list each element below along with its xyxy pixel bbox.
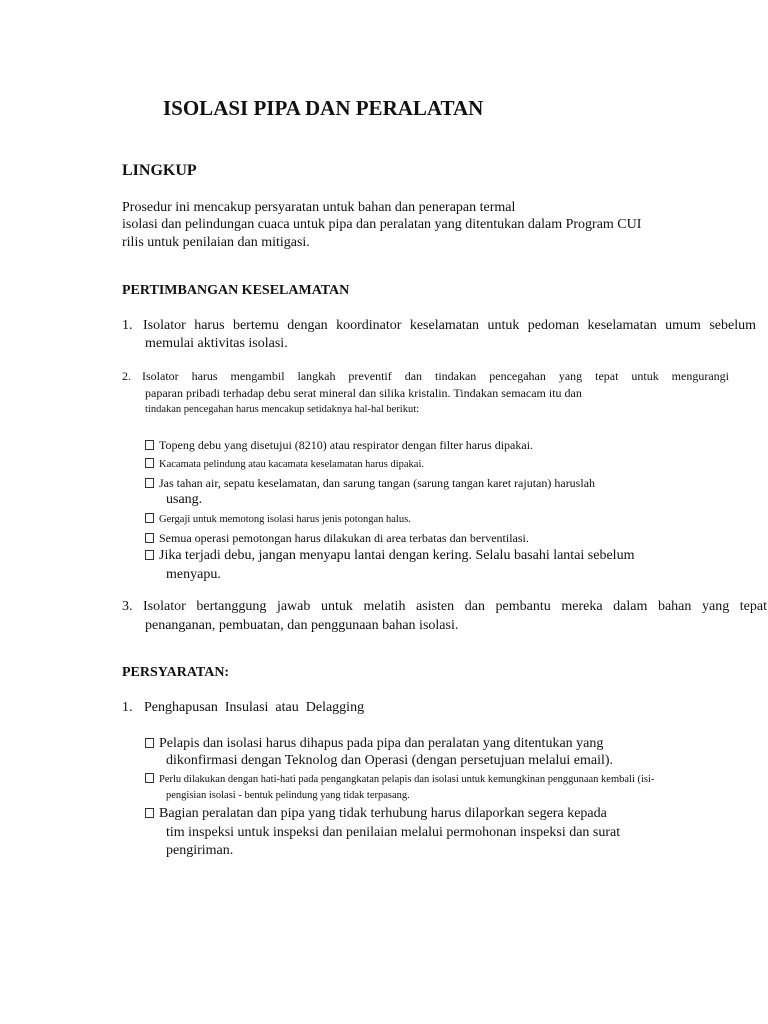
req-bullet-remove-coating: Pelapis dan isolasi harus dihapus pada pipa dan peralatan yang ditentukan yang [145, 735, 603, 753]
safety-item-2-number: 2. [122, 369, 131, 383]
scope-line-3: rilis untuk penilaian dan mitigasi. [122, 235, 310, 250]
scope-heading: LINGKUP [122, 162, 197, 179]
safety-item-3-line-2: penanganan, pembuatan, dan penggunaan bahan isolasi. [145, 618, 459, 633]
checkbox-icon [145, 478, 154, 488]
scope-line-2: isolasi dan pelindungan cuaca untuk pipa dan peralatan yang ditentukan dalam Program CUI [122, 217, 642, 232]
safety-item-1-line-2: memulai aktivitas isolasi. [145, 336, 288, 351]
bullet-protective-clothing-cont: usang. [166, 492, 203, 507]
bullet-dust-floor-cont: menyapu. [166, 567, 221, 582]
req-bullet-remove-coating-cont: dikonfirmasi dengan Teknolog dan Operasi (dengan persetujuan melalui email). [166, 753, 614, 768]
safety-item-1-number: 1. [122, 318, 133, 333]
safety-item-3-line-1: Isolator bertanggung jawab untuk melatih asisten dan pembantu mereka dalam bahan yang tepat [143, 599, 767, 614]
checkbox-icon [145, 533, 154, 543]
safety-item-2-line-3: tindakan pencegahan harus mencakup setidaknya hal-hal berikut: [145, 404, 420, 415]
bullet-safety-glasses: Kacamata pelindung atau kacamata keselamatan harus dipakai. [145, 456, 424, 474]
safety-item-3-number: 3. [122, 599, 133, 614]
bullet-dust-floor: Jika terjadi debu, jangan menyapu lantai dengan kering. Selalu basahi lantai sebelum [145, 547, 634, 565]
bullet-protective-clothing: Jas tahan air, sepatu keselamatan, dan sarung tangan (sarung tangan karet rajutan) haruslah [145, 474, 595, 492]
safety-item-2-line-2: paparan pribadi terhadap debu serat mineral dan silika kristalin. Tindakan semacam itu dan [145, 386, 582, 400]
checkbox-icon [145, 458, 154, 468]
requirements-heading: PERSYARATAN: [122, 665, 230, 680]
bullet-dust-mask: Topeng debu yang disetujui (8210) atau respirator dengan filter harus dipakai. [145, 436, 533, 454]
safety-heading: PERTIMBANGAN KESELAMATAN [122, 283, 350, 298]
checkbox-icon [145, 550, 154, 560]
req-bullet-report-sections: Bagian peralatan dan pipa yang tidak terhubung harus dilaporkan segera kepada [145, 805, 607, 823]
req-bullet-report-sections-cont-2: pengiriman. [166, 843, 234, 858]
bullet-cutting-area: Semua operasi pemotongan harus dilakukan di area terbatas dan berventilasi. [145, 529, 529, 547]
requirements-item-1-label: Penghapusan Insulasi atau Delagging [144, 700, 365, 715]
safety-item-1-line-1: Isolator harus bertemu dengan koordinator keselamatan untuk pedoman keselamatan umum sebelum [143, 318, 756, 333]
req-bullet-report-sections-cont-1: tim inspeksi untuk inspeksi dan penilaian melalui permohonan inspeksi dan surat [166, 825, 621, 840]
checkbox-icon [145, 738, 154, 748]
bullet-saw: Gergaji untuk memotong isolasi harus jenis potongan halus. [145, 511, 411, 529]
req-bullet-careful-removal: Perlu dilakukan dengan hati-hati pada pengangkatan pelapis dan isolasi untuk kemungkinan penggunaan kembali (isi- [145, 771, 654, 789]
document-title: ISOLASI PIPA DAN PERALATAN [163, 96, 484, 120]
safety-item-2-line-1: Isolator harus mengambil langkah preventif dan tindakan pencegahan yang tepat untuk mengurangi [142, 369, 729, 383]
checkbox-icon [145, 513, 154, 523]
req-bullet-careful-removal-cont: pengisian isolasi - bentuk pelindung yang tidak terpasang. [166, 790, 410, 801]
checkbox-icon [145, 808, 154, 818]
checkbox-icon [145, 440, 154, 450]
scope-line-1: Prosedur ini mencakup persyaratan untuk bahan dan penerapan termal [122, 200, 516, 215]
requirements-item-1-number: 1. [122, 700, 133, 715]
checkbox-icon [145, 773, 154, 783]
